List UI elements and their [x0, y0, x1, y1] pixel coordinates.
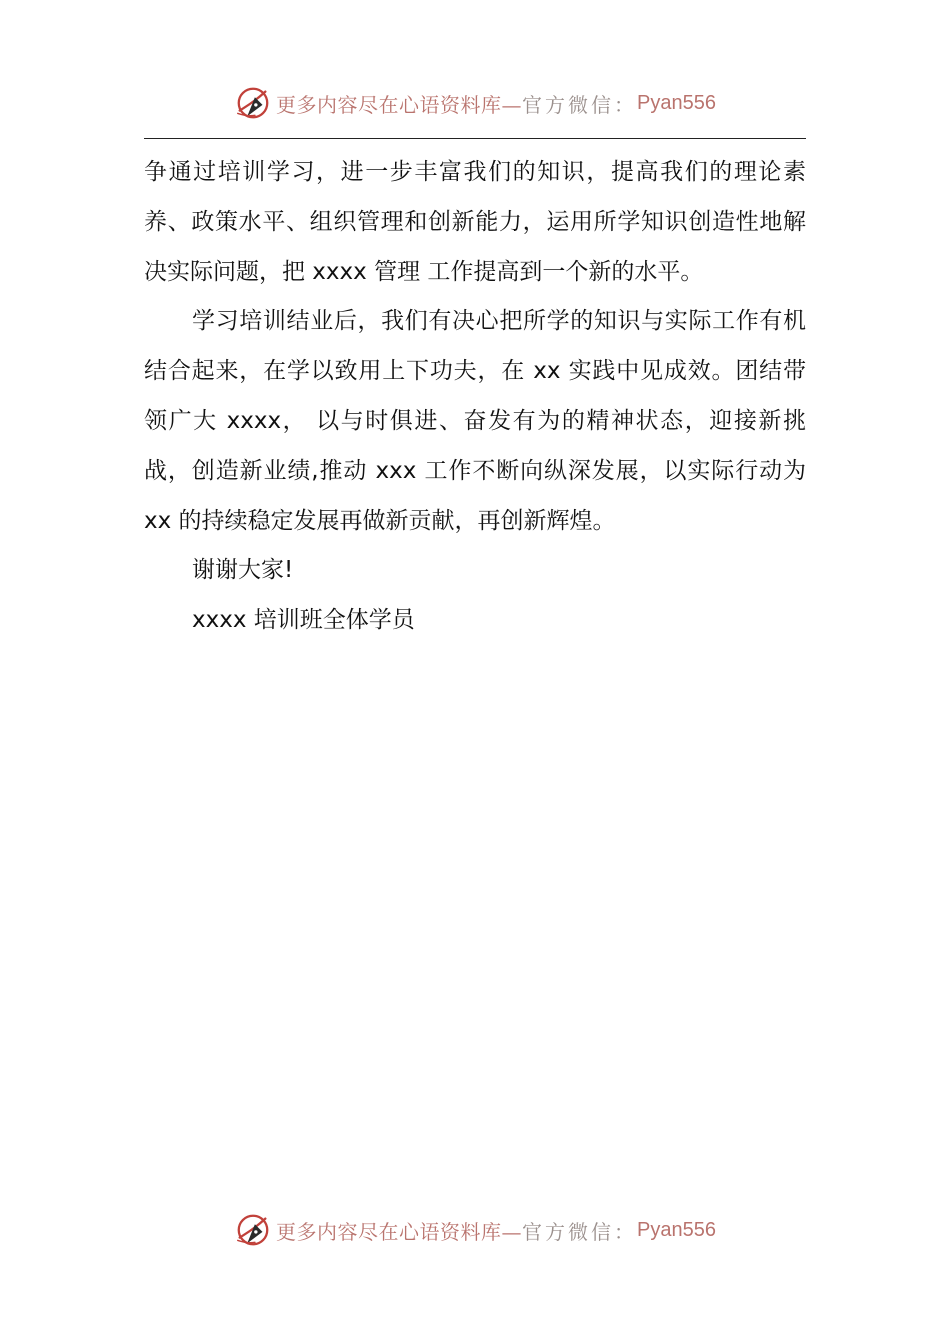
pen-nib-logo-icon — [234, 84, 272, 122]
wechat-id: Pyan556 — [637, 1218, 716, 1241]
paragraph-1: 争通过培训学习，进一步丰富我们的知识，提高我们的理论素养、政策水平、组织管理和创新能力，运用所学知识创造性地解决实际问题，把 xxxx 管理 工作提高到一个新的水平。 — [144, 159, 806, 285]
wechat-label: 官方微信： — [522, 92, 638, 117]
signature-line: xxxx 培训班全体学员 — [192, 607, 415, 634]
wechat-label: 官方微信： — [522, 1219, 638, 1244]
header-divider — [144, 138, 806, 139]
closing-thanks: 谢谢大家! — [192, 557, 294, 584]
wechat-id: Pyan556 — [637, 91, 716, 114]
header-banner — [0, 83, 950, 123]
banner-text: 更多内容尽在心语资料库— — [276, 92, 523, 117]
pen-nib-logo-icon — [234, 1211, 272, 1249]
paragraph-2: 学习培训结业后，我们有决心把所学的知识与实际工作有机结合起来，在学以致用上下功夫，在 xx 实践中见成效。团结带领广大 xxxx， 以与时俱进、奋发有为的精神状态，迎接新挑战，创造新业绩,推动 xxx 工作不断向纵深发展，以实际行动为 xx 的持续稳定发展再做新贡献，再创新辉煌。 — [144, 308, 806, 534]
banner-text: 更多内容尽在心语资料库— — [276, 1219, 523, 1244]
footer-banner — [0, 1210, 950, 1250]
document-body — [144, 148, 806, 646]
